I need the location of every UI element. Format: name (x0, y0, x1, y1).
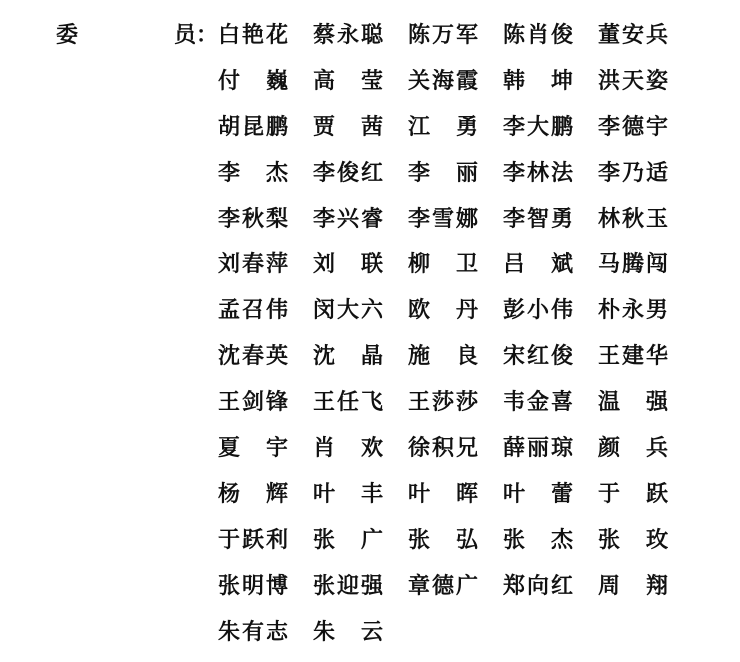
member-name: 彭 小 伟 (503, 297, 573, 324)
member-name: 林 秋 玉 (598, 205, 668, 232)
member-name: 施 良 (408, 343, 478, 370)
member-name: 肖 欢 (313, 435, 383, 462)
member-name: 欧 丹 (408, 297, 478, 324)
member-name: 张 玫 (598, 526, 668, 553)
member-name: 周 翔 (598, 572, 668, 599)
member-name: 章 德 广 (408, 572, 478, 599)
member-name: 于 跃 (598, 480, 668, 507)
member-name: 贾 茜 (313, 113, 383, 140)
member-name: 沈 春 英 (218, 343, 288, 370)
member-name: 颜 兵 (598, 435, 668, 462)
member-name: 张 迎 强 (313, 572, 383, 599)
member-name: 朴 永 男 (598, 297, 668, 324)
member-name: 高 莹 (313, 67, 383, 94)
member-name: 韦 金 喜 (503, 389, 573, 416)
member-name: 夏 宇 (218, 435, 288, 462)
member-name: 闵 大 六 (313, 297, 383, 324)
member-name: 柳 卫 (408, 251, 478, 278)
member-name: 江 勇 (408, 113, 478, 140)
member-name: 李 大 鹏 (503, 113, 573, 140)
member-name: 李 兴 睿 (313, 205, 383, 232)
member-name: 蔡 永 聪 (313, 22, 383, 48)
member-name: 马 腾 闯 (598, 251, 668, 278)
member-name: 叶 晖 (408, 480, 478, 507)
member-name: 洪 天 姿 (598, 67, 668, 94)
member-name: 叶 蕾 (503, 480, 573, 507)
member-name: 刘 联 (313, 251, 383, 278)
member-name: 吕 斌 (503, 251, 573, 278)
member-name: 白 艳 花 (218, 22, 288, 48)
member-name: 叶 丰 (313, 480, 383, 507)
member-name: 李 林 法 (503, 159, 573, 186)
member-name: 徐 积 兄 (408, 435, 478, 462)
member-name: 杨 辉 (218, 480, 288, 507)
committee-label-part-1: 委 (56, 22, 79, 48)
member-name: 王 建 华 (598, 343, 668, 370)
member-name: 李 杰 (218, 159, 288, 186)
member-name: 郑 向 红 (503, 572, 573, 599)
member-name: 孟 召 伟 (218, 297, 288, 324)
member-name: 韩 坤 (503, 67, 573, 94)
member-name: 付 巍 (218, 67, 288, 94)
member-name-grid (218, 20, 693, 662)
member-name: 李 德 宇 (598, 113, 668, 140)
member-name: 宋 红 俊 (503, 343, 573, 370)
committee-label-part-2: 员： (174, 22, 219, 48)
member-name: 温 强 (598, 389, 668, 416)
member-name: 张 杰 (503, 526, 573, 553)
member-name: 张 明 博 (218, 572, 288, 599)
member-name: 刘 春 萍 (218, 251, 288, 278)
member-name: 董 安 兵 (598, 22, 668, 48)
member-name: 李 智 勇 (503, 205, 573, 232)
member-name: 沈 晶 (313, 343, 383, 370)
member-name: 李 秋 梨 (218, 205, 288, 232)
member-name: 李 俊 红 (313, 159, 383, 186)
member-name: 王 任 飞 (313, 389, 383, 416)
member-name: 张 广 (313, 526, 383, 553)
member-name: 胡 昆 鹏 (218, 113, 288, 140)
member-name: 陈 万 军 (408, 22, 478, 48)
member-name: 陈 肖 俊 (503, 22, 573, 48)
member-name: 李 雪 娜 (408, 205, 478, 232)
member-name: 朱 云 (313, 618, 383, 645)
member-name: 朱 有 志 (218, 618, 288, 645)
member-name: 王 莎 莎 (408, 389, 478, 416)
member-name: 李 丽 (408, 159, 478, 186)
member-name: 李 乃 适 (598, 159, 668, 186)
member-name: 于 跃 利 (218, 526, 288, 553)
member-name: 张 弘 (408, 526, 478, 553)
member-name: 薛 丽 琼 (503, 435, 573, 462)
member-name: 王 剑 锋 (218, 389, 288, 416)
member-name: 关 海 霞 (408, 67, 478, 94)
